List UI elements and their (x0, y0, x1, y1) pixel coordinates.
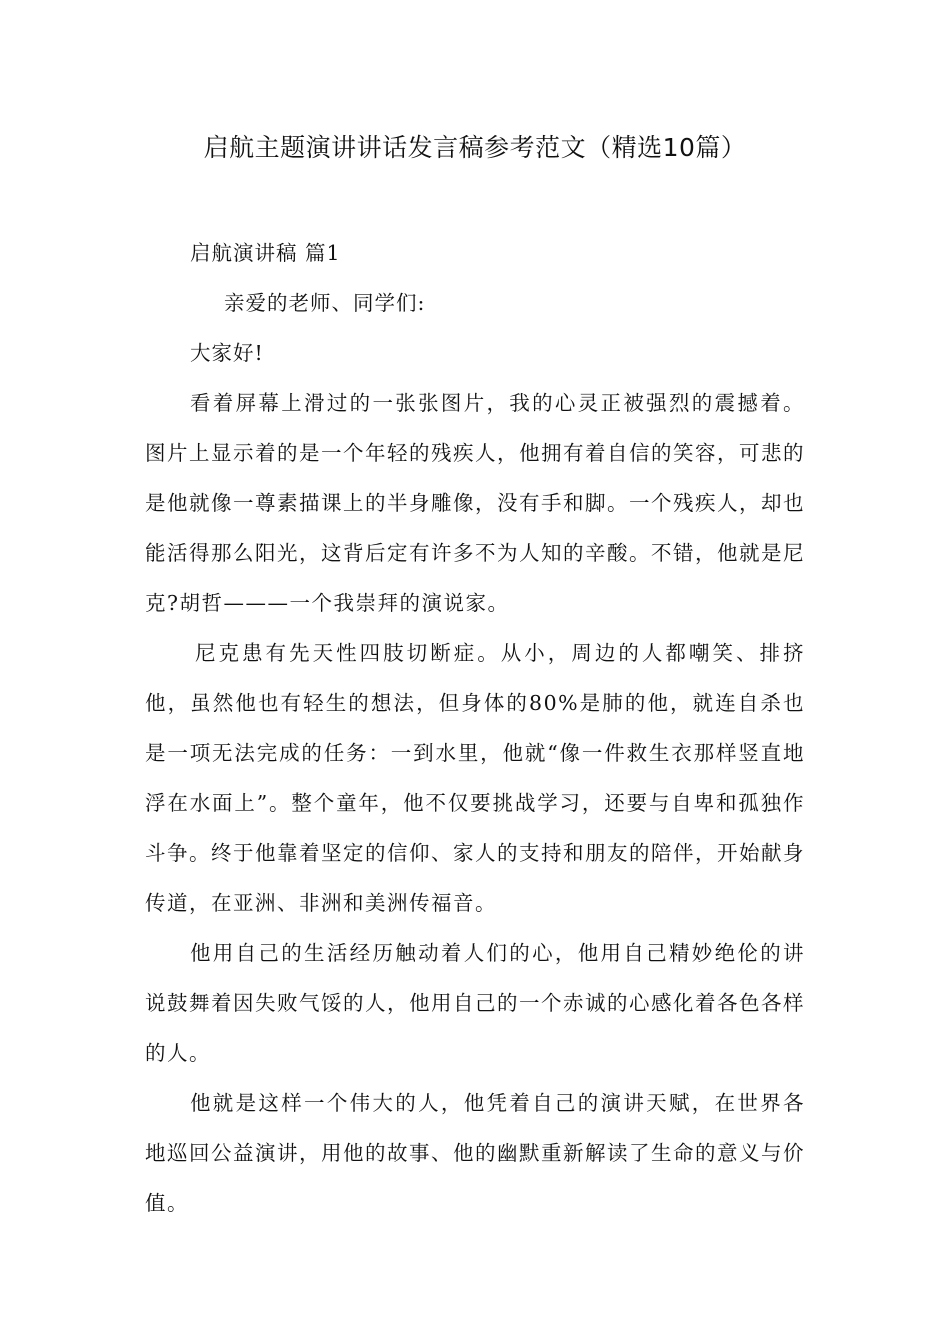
paragraph: 他用自己的生活经历触动着人们的心，他用自己精妙绝伦的讲说鼓舞着因失败气馁的人，他用自己的一个赤诚的心感化着各色各样的人。 (145, 941, 805, 1065)
paragraph: 他就是这样一个伟大的人，他凭着自己的演讲天赋，在世界各地巡回公益演讲，用他的故事、他的幽默重新解读了生命的意义与价值。 (145, 1091, 805, 1215)
salutation: 亲爱的老师、同学们: (224, 291, 426, 315)
document-title: 启航主题演讲讲话发言稿参考范文（精选10篇） (203, 133, 747, 162)
paragraph: 看着屏幕上滑过的一张张图片，我的心灵正被强烈的震撼着。图片上显示着的是一个年轻的残疾人，他拥有着自信的笑容，可悲的是他就像一尊素描课上的半身雕像，没有手和脚。一个残疾人，却也能活得那么阳光，这背后定有许多不为人知的辛酸。不错，他就是尼克?胡哲———一个我崇拜的演说家。 (145, 391, 805, 615)
paragraph: 尼克患有先天性四肢切断症。从小，周边的人都嘲笑、排挤他，虽然他也有轻生的想法，但身体的80%是肺的他，就连自杀也是一项无法完成的任务：一到水里，他就“像一件救生衣那样竖直地浮在水面上”。整个童年，他不仅要挑战学习，还要与自卑和孤独作斗争。终于他靠着坚定的信仰、家人的支持和朋友的陪伴，开始献身传道，在亚洲、非洲和美洲传福音。 (145, 641, 805, 915)
greeting: 大家好! (190, 341, 264, 365)
section-heading: 启航演讲稿 篇1 (190, 241, 341, 265)
